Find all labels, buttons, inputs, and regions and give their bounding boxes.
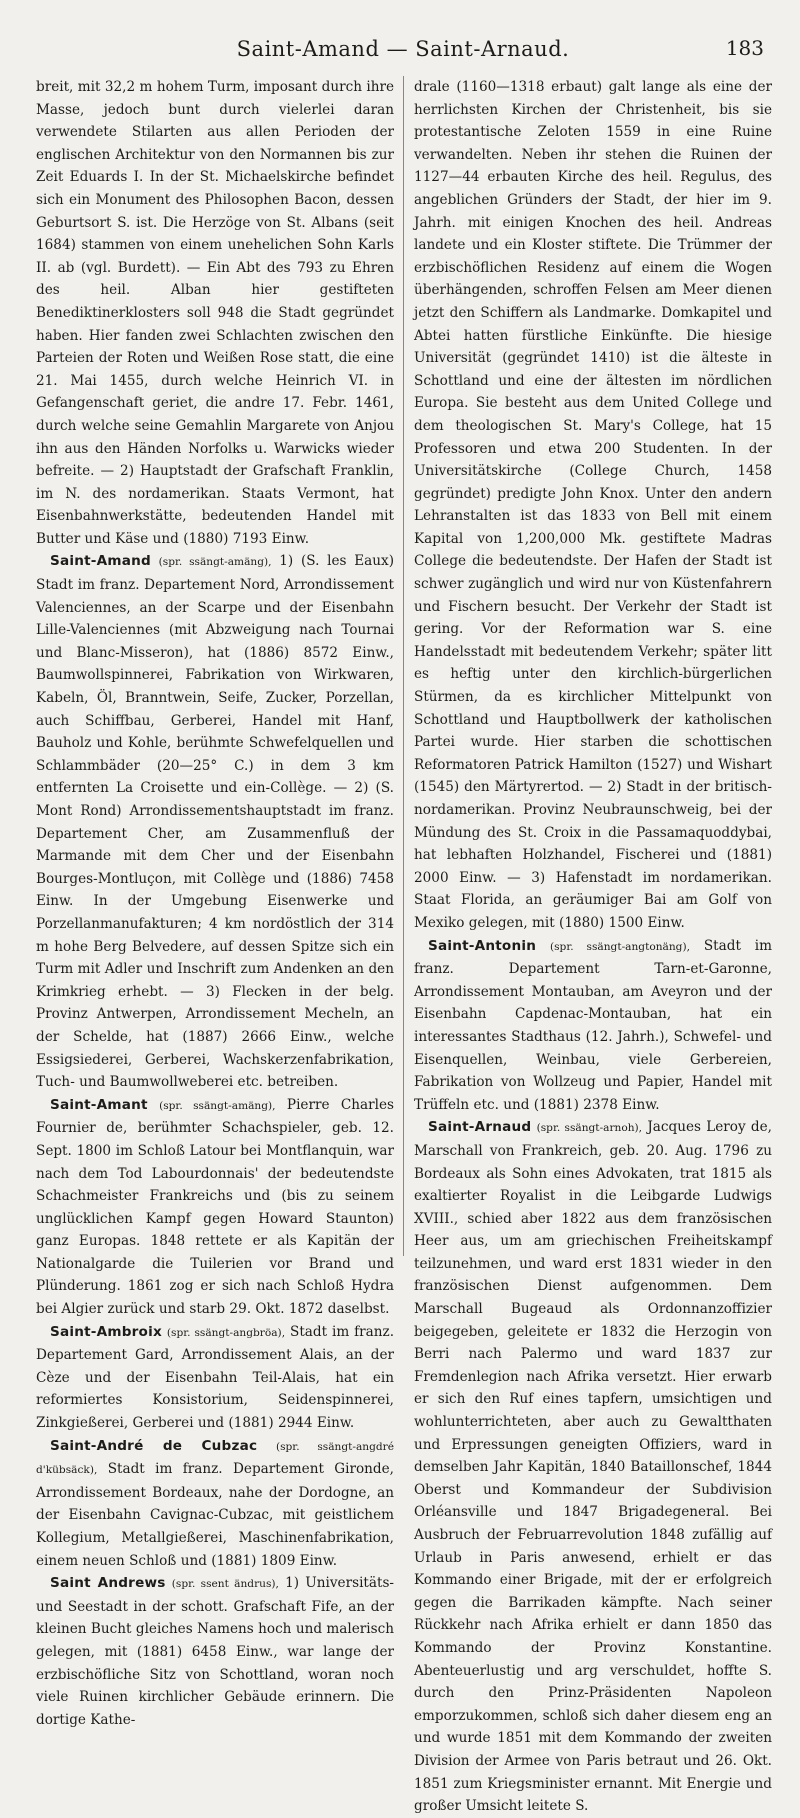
entry-pronunciation: (spr. ssängt-angtonäng), xyxy=(549,940,690,953)
entry-text: drale (1160—1318 erbaut) galt lange als eine der herrlichsten Kirchen der Christenheit, bis sie protestantische Zeloten 1559 in eine Ruine verwandelten. Neben ihr stehen die Ruinen der 1127—44 erbauten Kirche des heil. Regulus, des angeblichen Gründers der Stadt, der hier im 9. Jahrh. mit einigen Knochen des heil. Andreas landete und ein Kloster stiftete. Die Trümmer der erzbischöflichen Residenz auf einem die Wogen überhängenden, schroffen Felsen am Meer dienen jetzt den Schiffern als Landmarke. Domkapitel und Abtei hatten fürstliche Einkünfte. Die hiesige Universität (gegründet 1410) ist die älteste in Schottland und eine der ältesten im nördlichen Europa. Sie besteht aus dem United College und dem theologischen St. Mary's College, hat 15 Professoren und etwa 200 Studenten. In der Universitätskirche (College Church, 1458 gegründet) predigte John Knox. Unter den andern Lehranstalten ist das 1833 von Bell mit einem Kapital von 1,200,000 Mk. gestiftete Madras College die bedeutendste. Der Hafen der Stadt ist schwer zugänglich und wird nur von Küstenfahrern und Fischern besucht. Der Verkehr der Stadt ist gering. Vor der Reformation war S. eine Handelsstadt mit bedeutendem Verkehr; später litt es heftig unter den kirchlich-bürgerlichen Stürmen, da es kirchlicher Mittelpunkt von Schottland und Hauptbollwerk der katholischen Partei wurde. Hier starben die schottischen Reformatoren Patrick Hamilton (1527) und Wishart (1545) den Märtyrertod. — 2) Stadt in der britisch-nordamerikan. Provinz Neubraunschweig, bei der Mündung des St. Croix in die Passamaquoddybai, hat lebhaften Holzhandel, Fischerei und (1881) 2000 Einw. — 3) Hafenstadt im nordamerikan. Staat Florida, an geräumiger Bai am Golf von Mexiko gelegen, mit (1880) 1500 Einw. xyxy=(414,79,772,931)
dictionary-entry xyxy=(36,1572,394,1731)
column-divider xyxy=(403,76,404,1256)
dictionary-entry xyxy=(36,1094,394,1321)
entry-pronunciation: (spr. ssängt-angbröa), xyxy=(166,1326,286,1339)
entry-continuation xyxy=(36,76,394,550)
dictionary-entry xyxy=(414,1116,772,1817)
entry-headword: Saint-Antonin xyxy=(428,937,537,954)
entry-text: 1) Universitäts- und Seestadt in der schott. Grafschaft Fife, an der kleinen Bucht gleiches Namens hoch und malerisch gelegen, mit (1881) 6458 Einw., war lange der erzbischöfliche Sitz von Schottland, woran noch viele Ruinen kirchlicher Gebäude erinnern. Die dortige Kathe- xyxy=(36,1575,395,1728)
entry-headword: Saint Andrews xyxy=(50,1575,166,1592)
entry-text: 1) (S. les Eaux) Stadt im franz. Departement Nord, Arrondissement Valenciennes, an der Scarpe und der Eisenbahn Lille-Valenciennes (mit Abzweigung nach Tournai und Blanc-Misseron), hat (1886) 8572 Einw., Baumwollspinnerei, Fabrikation von Wirkwaren, Kabeln, Öl, Branntwein, Seife, Zucker, Porzellan, auch Schiffbau, Gerberei, Handel mit Hanf, Bauholz und Kohle, berühmte Schwefelquellen und Schlammbäder (20—25° C.) in dem 3 km entfernten La Croisette und ein-Collège. — 2) (S. Mont Rond) Arrondissementshauptstadt im franz. Departement Cher, am Zusammenfluß der Marmande mit dem Cher und der Eisenbahn Bourges-Montluçon, mit Collège und (1886) 7458 Einw. In der Umgebung Eisenwerke und Porzellanmanufakturen; 4 km nordöstlich der 314 m hohe Berg Belvedere, auf dessen Spitze sich ein Turm mit Adler und Inschrift zum Andenken an den Krimkrieg erhebt. — 3) Flecken in der belg. Provinz Antwerpen, Arrondissement Mecheln, an der Schelde, hat (1887) 2666 Einw., welche Essigsiederei, Gerberei, Wachskerzenfabrikation, Tuch- und Baumwollweberei etc. betreiben. xyxy=(36,553,394,1091)
entry-headword: Saint-Amant xyxy=(50,1096,148,1113)
entry-pronunciation: (spr. ssängt-amäng), xyxy=(158,556,272,569)
right-column xyxy=(414,76,773,1815)
page-number: 183 xyxy=(725,36,764,60)
entry-pronunciation: (spr. ssängt-arnoh), xyxy=(536,1122,643,1135)
entry-pronunciation: (spr. ssängt-angdré d'kübsäck), xyxy=(36,1440,394,1477)
entry-headword: Saint-André de Cubzac xyxy=(50,1437,258,1454)
entry-pronunciation: (spr. ssent ändrus), xyxy=(171,1578,279,1591)
dictionary-entry xyxy=(36,550,394,1093)
entry-text: Stadt im franz. Departement Tarn-et-Garonne, Arrondissement Montauban, am Aveyron und der Eisenbahn Capdenac-Montauban, hat ein interessantes Stadthaus (12. Jahrh.), Schwefel- und Eisenquellen, Weinbau, viele Gerbereien, Fabrikation von Wollzeug und Papier, Handel mit Trüffeln etc. und (1881) 2378 Einw. xyxy=(414,937,773,1113)
entry-continuation xyxy=(414,76,772,935)
left-column xyxy=(36,76,395,1728)
page-header xyxy=(36,32,770,66)
entry-text: Stadt im franz. Departement Gard, Arrondissement Alais, an der Cèze und der Eisenbahn Teil-Alais, hat ein reformiertes Konsistorium, Seidenspinnerei, Zinkgießerei, Gerberei und (1881) 2944 Einw. xyxy=(36,1323,395,1432)
dictionary-entry xyxy=(36,1321,394,1435)
running-head: Saint-Amand — Saint-Arnaud. xyxy=(236,37,570,61)
entry-text: Stadt im franz. Departement Gironde, Arrondissement Bordeaux, nahe der Dordogne, an der Eisenbahn Cavignac-Cubzac, mit geistlichem Kollegium, Metallgießerei, Maschinenfabrikation, einem neuen Schloß und (1881) 1809 Einw. xyxy=(36,1461,395,1569)
entry-text: breit, mit 32,2 m hohem Turm, imposant durch ihre Masse, jedoch bunt durch vielerlei daran verwendete Stilarten aus allen Perioden der englischen Architektur von den Normannen bis zur Zeit Eduards I. In der St. Michaelskirche befindet sich ein Monument des Philosophen Bacon, dessen Geburtsort S. ist. Die Herzöge von St. Albans (seit 1684) stammen von einem unehelichen Sohn Karls II. ab (vgl. Burdett). — Ein Abt des 793 zu Ehren des heil. Alban hier gestifteten Benediktinerklosters soll 948 die Stadt gegründet haben. Hier fanden zwei Schlachten zwischen den Parteien der Roten und Weißen Rose statt, die eine 21. Mai 1455, durch welche Heinrich VI. in Gefangenschaft geriet, die andre 17. Febr. 1461, durch welche seine Gemahlin Margarete von Anjou ihn aus den Händen Norfolks u. Warwicks wieder befreite. — 2) Hauptstadt der Grafschaft Franklin, im N. des nordamerikan. Staats Vermont, hat Eisenbahnwerkstätte, bedeutenden Handel mit Butter und Käse und (1880) 7193 Einw. xyxy=(36,79,394,547)
entry-pronunciation: (spr. ssängt-amäng), xyxy=(159,1099,276,1112)
entry-text: Pierre Charles Fournier de, berühmter Schachspieler, geb. 12. Sept. 1800 im Schloß Latour bei Montflanquin, war nach dem Tod Labourdonnais' der bedeutendste Schachmeister Frankreichs und (bis zu seinem unglücklichen Kampf gegen Howard Staunton) ganz Europas. 1848 rettete er als Kapitän der Nationalgarde die Tuilerien vor Brand und Plünderung. 1861 zog er sich nach Schloß Hydra bei Algier zurück und starb 29. Okt. 1872 daselbst. xyxy=(36,1096,395,1318)
dictionary-entry xyxy=(36,1435,394,1573)
entry-headword: Saint-Arnaud xyxy=(428,1119,532,1136)
entry-headword: Saint-Ambroix xyxy=(50,1323,162,1340)
entry-headword: Saint-Amand xyxy=(50,553,151,570)
entry-text: Jacques Leroy de, Marschall von Frankreich, geb. 20. Aug. 1796 zu Bordeaux als Sohn eines Advokaten, trat 1815 als exaltierter Royalist in die Leibgarde Ludwigs XVIII., schied aber 1822 aus dem französischen Heer aus, um am griechischen Freiheitskampf teilzunehmen, und ward erst 1831 wieder in den französischen Dienst aufgenommen. Dem Marschall Bugeaud als Ordonnanzoffizier beigegeben, geleitete er 1832 die Herzogin von Berri nach Palermo und ward 1837 zur Fremdenlegion nach Afrika versetzt. Hier erwarb er sich den Ruf eines tapfern, umsichtigen und wohlunterrichteten, aber auch zu Gewaltthaten und Erpressungen geneigten Offiziers, ward in demselben Jahr Kapitän, 1840 Bataillonschef, 1844 Oberst und Kommandeur der Subdivision Orléansville und 1847 Brigadegeneral. Bei Ausbruch der Februarrevolution 1848 zufällig auf Urlaub in Paris anwesend, erhielt er das Kommando einer Brigade, mit der er erfolgreich gegen die Barrikaden kämpfte. Nach seiner Rückkehr nach Afrika erhielt er dann 1850 das Kommando der Provinz Konstantine. Abenteuerlustig und arg verschuldet, hoffte S. durch den Prinz-Präsidenten Napoleon emporzukommen, schloß sich daher diesem eng an und wurde 1851 mit dem Kommando der zweiten Division der Armee von Paris betraut und 26. Okt. 1851 zum Kriegsminister ernannt. Mit Energie und großer Umsicht leitete S. xyxy=(414,1119,772,1815)
dictionary-entry xyxy=(414,935,772,1117)
